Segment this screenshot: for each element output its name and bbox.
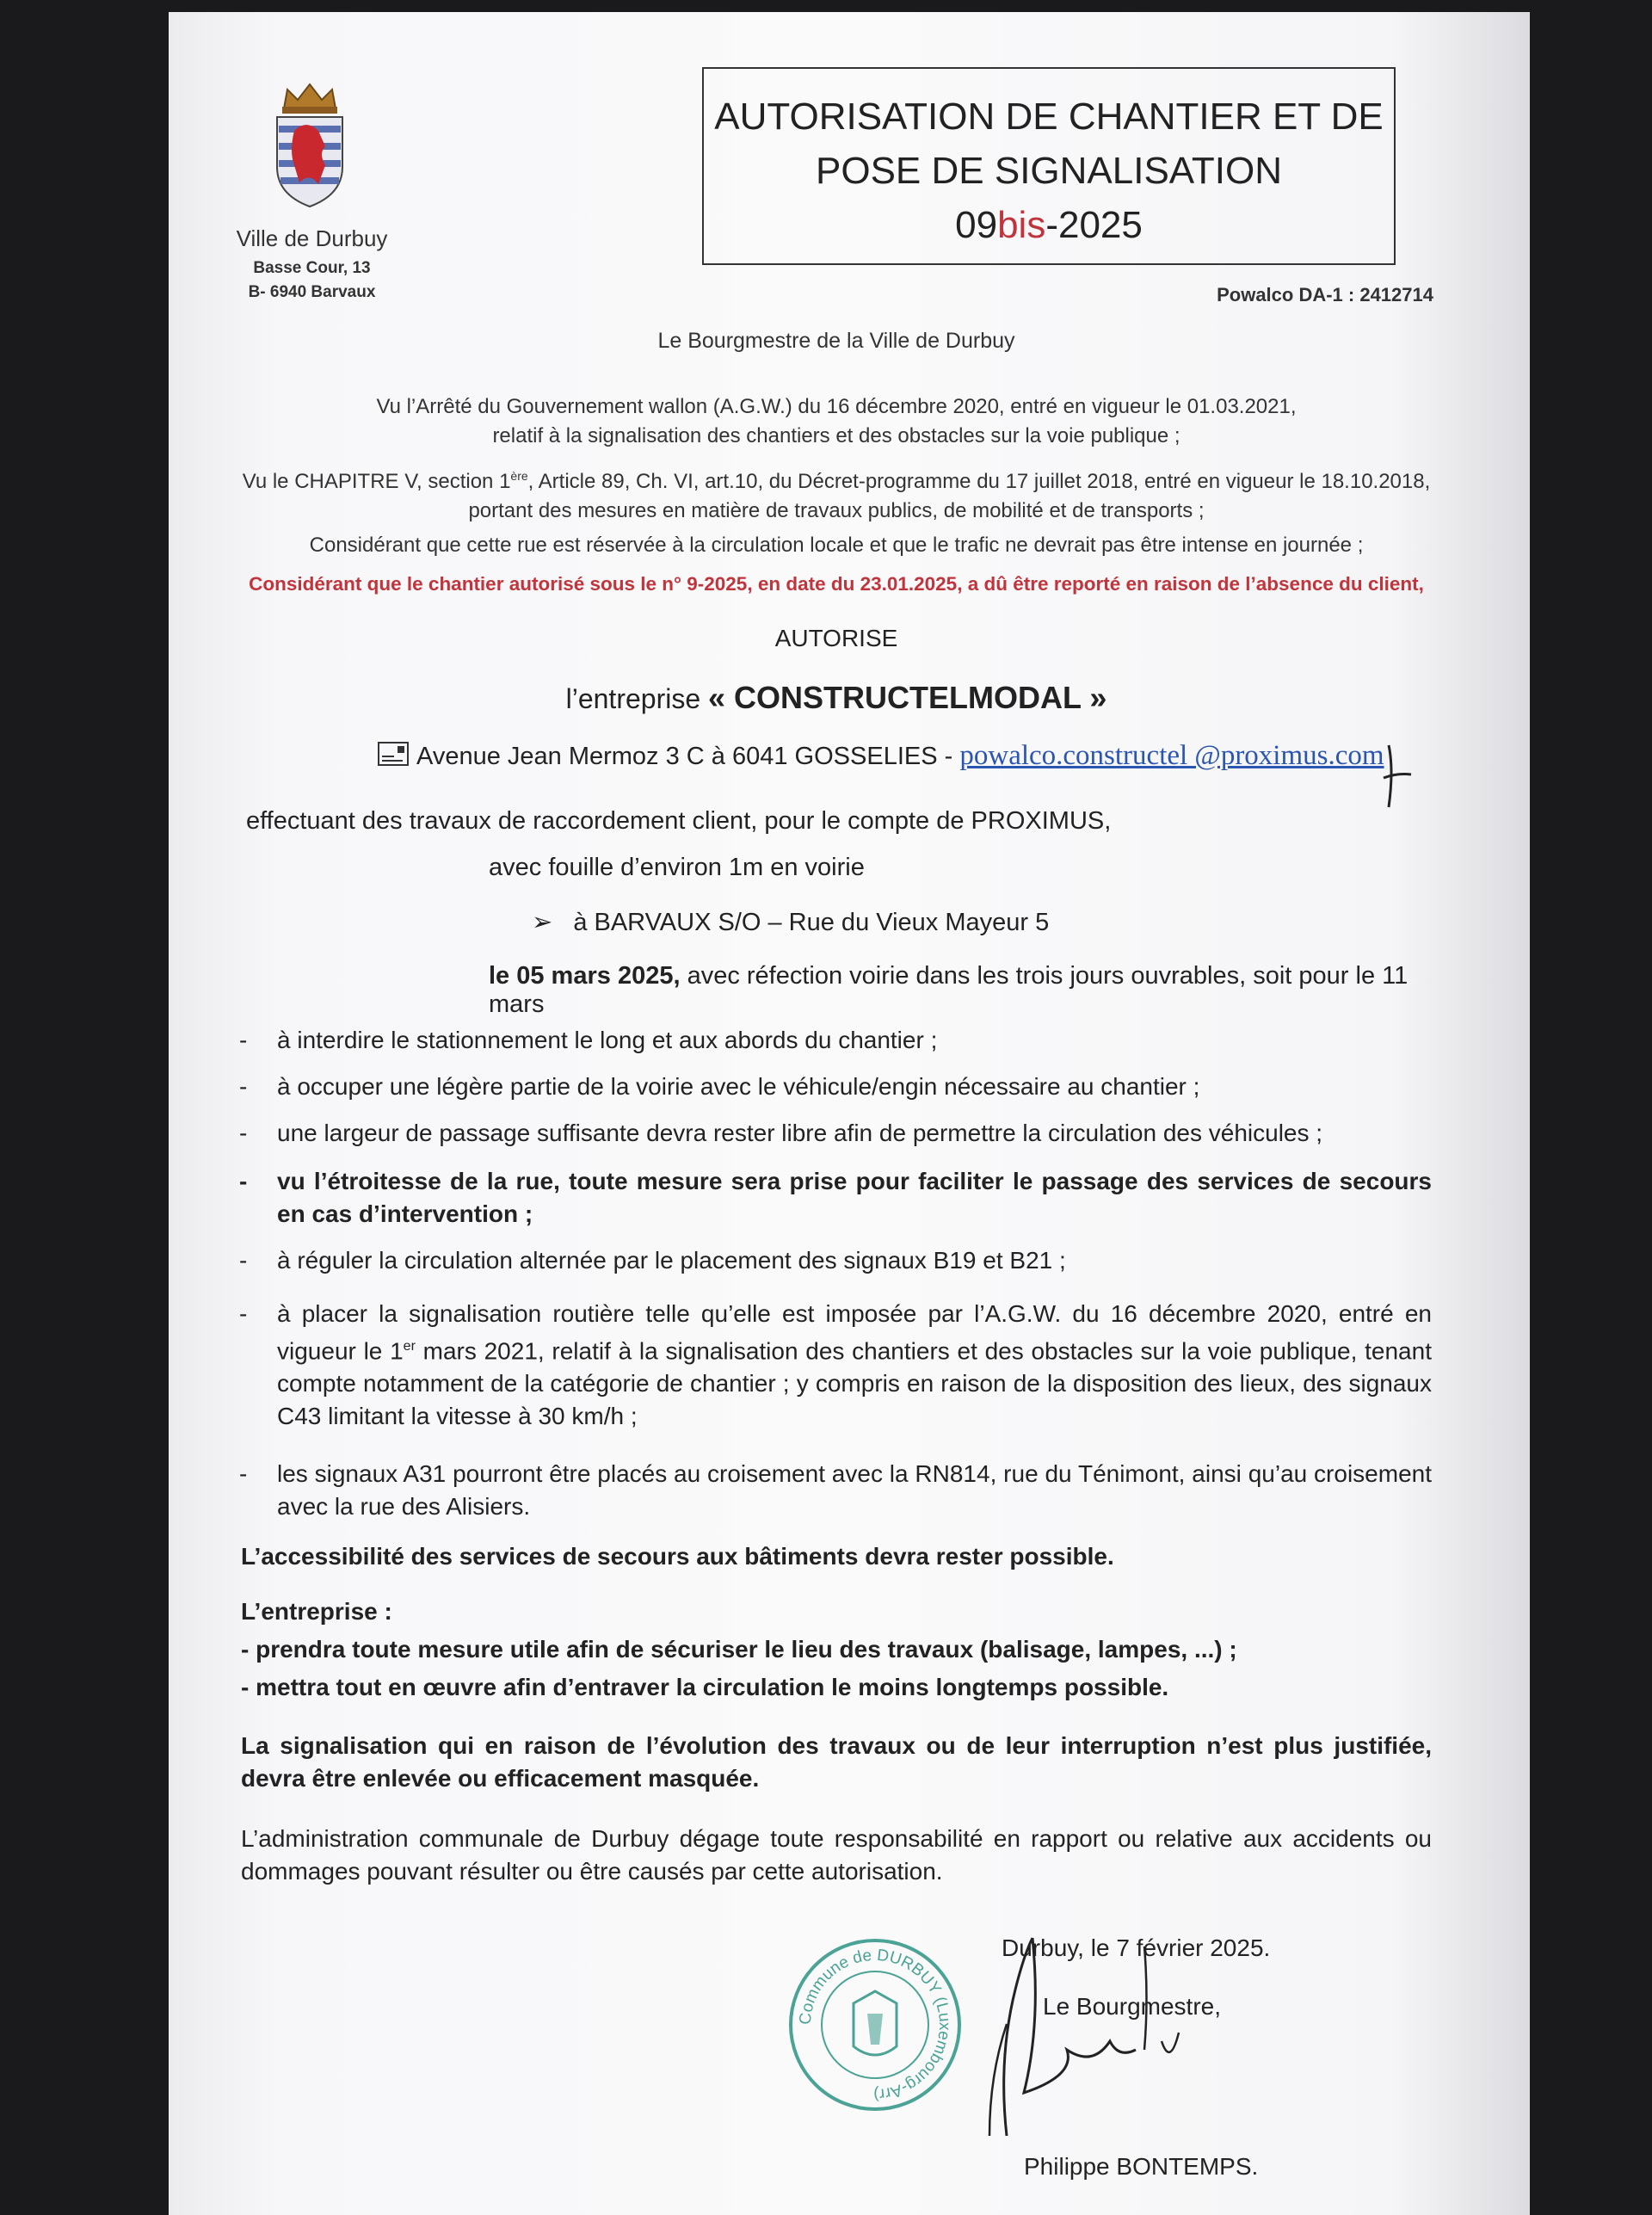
company-name: « CONSTRUCTELMODAL »	[708, 680, 1107, 715]
authorise-heading: AUTORISE	[774, 625, 898, 651]
work-location: ➢ à BARVAUX S/O – Rue du Vieux Mayeur 5	[532, 909, 1050, 936]
condition-item: - à occuper une légère partie de la voirie avec le véhicule/engin nécessaire au chantier ;	[239, 1073, 1200, 1100]
company-email-link[interactable]: powalco.constructel @proximus.com	[959, 740, 1384, 771]
issuer-line: Le Bourgmestre de la Ville de Durbuy	[657, 329, 1015, 353]
work-excavation: avec fouille d’environ 1m en voirie	[489, 854, 865, 881]
title-line-2: POSE DE SIGNALISATION	[816, 150, 1282, 192]
consideration-decree: Vu le CHAPITRE V, section 1ère, Article 89, Ch. VI, art.10, du Décret-programme du 17 juillet 2018, entré en vigueur le 18.10.2018, portant des mesures en matière de travaux publics, de mobilité et de transports ;	[242, 469, 1431, 522]
durbuy-crest-icon	[268, 81, 351, 210]
place-date: Durbuy, le 7 février 2025.	[1002, 1934, 1271, 1961]
signatory-name: Philippe BONTEMPS.	[1024, 2153, 1259, 2180]
condition-item: - une largeur de passage suffisante devra rester libre afin de permettre la circulation des véhicules ;	[239, 1120, 1323, 1146]
condition-item-signage: - à placer la signalisation routière telle qu’elle est imposée par l’A.G.W. du 16 décembre 2020, entré en vigueur le 1er mars 2021, relatif à la signalisation des chantiers et des obstacles sur la voie publique, tenant compte notamment de la catégorie de chantier ; y compris en raison de la disposition des lieux, des signaux C43 limitant la vitesse à 30 km/h ;	[239, 1300, 1432, 1430]
liability-clause: L’administration communale de Durbuy dégage toute responsabilité en rapport ou relative aux accidents ou dommages pouvant résulter ou être causés par cette autorisation.	[241, 1825, 1432, 1885]
accessibility-note: L’accessibilité des services de secours aux bâtiments devra rester possible.	[241, 1543, 1114, 1570]
address-card-icon	[377, 741, 410, 767]
consideration-agw: Vu l’Arrêté du Gouvernement wallon (A.G.W.) du 16 décembre 2020, entré en vigueur le 01.03.2021, relatif à la signalisation des chantiers et des obstacles sur la voie publique ;	[376, 395, 1297, 447]
work-date: le 05 mars 2025, avec réfection voirie dans les trois jours ouvrables, soit pour le 11 mars	[489, 962, 1409, 1018]
powalco-reference: Powalco DA-1 : 2412714	[1217, 284, 1433, 305]
handwritten-signature	[972, 1921, 1213, 2144]
condition-item: - vu l’étroitesse de la rue, toute mesure sera prise pour faciliter le passage des services de secours en cas d’intervention ;	[239, 1168, 1432, 1227]
municipality-address: Basse Cour, 13 B- 6940 Barvaux	[248, 259, 376, 301]
reference-number: 09bis-2025	[955, 204, 1143, 246]
condition-item: - à interdire le stationnement le long et aux abords du chantier ;	[239, 1027, 938, 1053]
municipality-name: Ville de Durbuy	[236, 225, 388, 251]
document-title-box	[702, 67, 1396, 265]
signatory-role: Le Bourgmestre,	[1043, 1993, 1221, 2020]
company-address: Avenue Jean Mermoz 3 C à 6041 GOSSELIES -	[416, 743, 953, 770]
svg-text:Commune de DURBUY (Luxembourg-: Commune de DURBUY (Luxembourg-Arr)	[796, 1946, 954, 2104]
municipal-stamp	[785, 1934, 965, 2115]
removal-clause: La signalisation qui en raison de l’évolution des travaux ou de leur interruption n’est plus justifiée, devra être enlevée ou efficacement masquée.	[241, 1732, 1432, 1792]
company-line	[234, 680, 1439, 716]
consideration-postponed: Considérant que le chantier autorisé sous le n° 9-2025, en date du 23.01.2025, a dû être reporté en raison de l’absence du client,	[249, 573, 1424, 595]
handwritten-mark	[1382, 743, 1413, 809]
company-prefix: l’entreprise	[565, 683, 701, 714]
title-line-1: AUTORISATION DE CHANTIER ET DE	[714, 96, 1384, 138]
condition-item: - à réguler la circulation alternée par le placement des signaux B19 et B21 ;	[239, 1247, 1066, 1274]
arrow-bullet-icon: ➢	[532, 909, 553, 936]
consideration-traffic: Considérant que cette rue est réservée à la circulation locale et que le trafic ne devrait pas être intense en journée ;	[309, 534, 1364, 557]
work-description: effectuant des travaux de raccordement client, pour le compte de PROXIMUS,	[246, 807, 1112, 835]
company-address-line	[377, 740, 1409, 772]
condition-item: - les signaux A31 pourront être placés au croisement avec la RN814, rue du Ténimont, ainsi qu’au croisement avec la rue des Alisiers.	[239, 1460, 1432, 1520]
obligations: L’entreprise : - prendra toute mesure utile afin de sécuriser le lieu des travaux (balisage, lampes, ...) ; - mettra tout en œuvre afin d’entraver la circulation le moins longtemps possible.	[241, 1598, 1237, 1700]
